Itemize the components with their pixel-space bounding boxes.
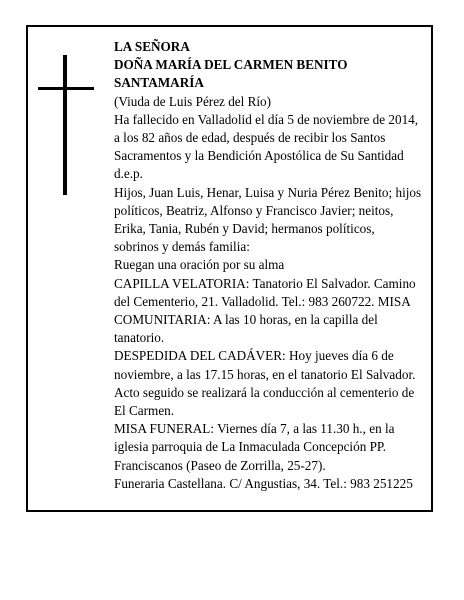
wake-info: CAPILLA VELATORIA: Tanatorio El Salvador. Camino del Cementerio, 21. Valladolid. Tel.: 983 260722. MISA COMUNITARIA: A las 10 horas, en la capilla del tanatorio.: [114, 275, 416, 346]
rip: d.e.p.: [114, 166, 143, 182]
cross-icon-crossbar: [38, 87, 94, 90]
death-text: Ha fallecido en Valladolid el día 5 de noviembre de 2014, a los 82 años de edad, después de recibir los Santos Sacramentos y la Bendición Apostólica de Su Santidad: [114, 111, 419, 164]
family: Hijos, Juan Luis, Henar, Luisa y Nuria Pérez Benito; hijos políticos, Beatriz, Alfonso y Francisco Javier; neitos, Erika, Tania, Rubén y David; hermanos políticos, sobrinos y demás familia:: [114, 184, 422, 255]
obituary-text: [114, 38, 422, 493]
request: Ruegan una oración por su alma: [114, 257, 285, 273]
funeral-home-info: Funeraria Castellana. C/ Angustias, 34. Tel.: 983 251225: [114, 475, 413, 491]
deceased-name: DOÑA MARÍA DEL CARMEN BENITO SANTAMARÍA: [114, 57, 348, 91]
farewell-info: DESPEDIDA DEL CADÁVER: Hoy jueves día 6 de noviembre, a las 17.15 horas, en el tanatorio El Salvador. Acto seguido se realizará la conducción al cementerio de El Carmen.: [114, 348, 416, 419]
funeral-mass-info: MISA FUNERAL: Viernes día 7, a las 11.30 h., en la iglesia parroquia de La Inmaculada Concepción PP. Franciscanos (Paseo de Zorrilla, 25-27).: [114, 421, 395, 473]
widow-of: (Viuda de Luis Pérez del Río): [114, 93, 272, 109]
cross-icon: [63, 55, 67, 195]
honorific: LA SEÑORA: [114, 39, 190, 54]
